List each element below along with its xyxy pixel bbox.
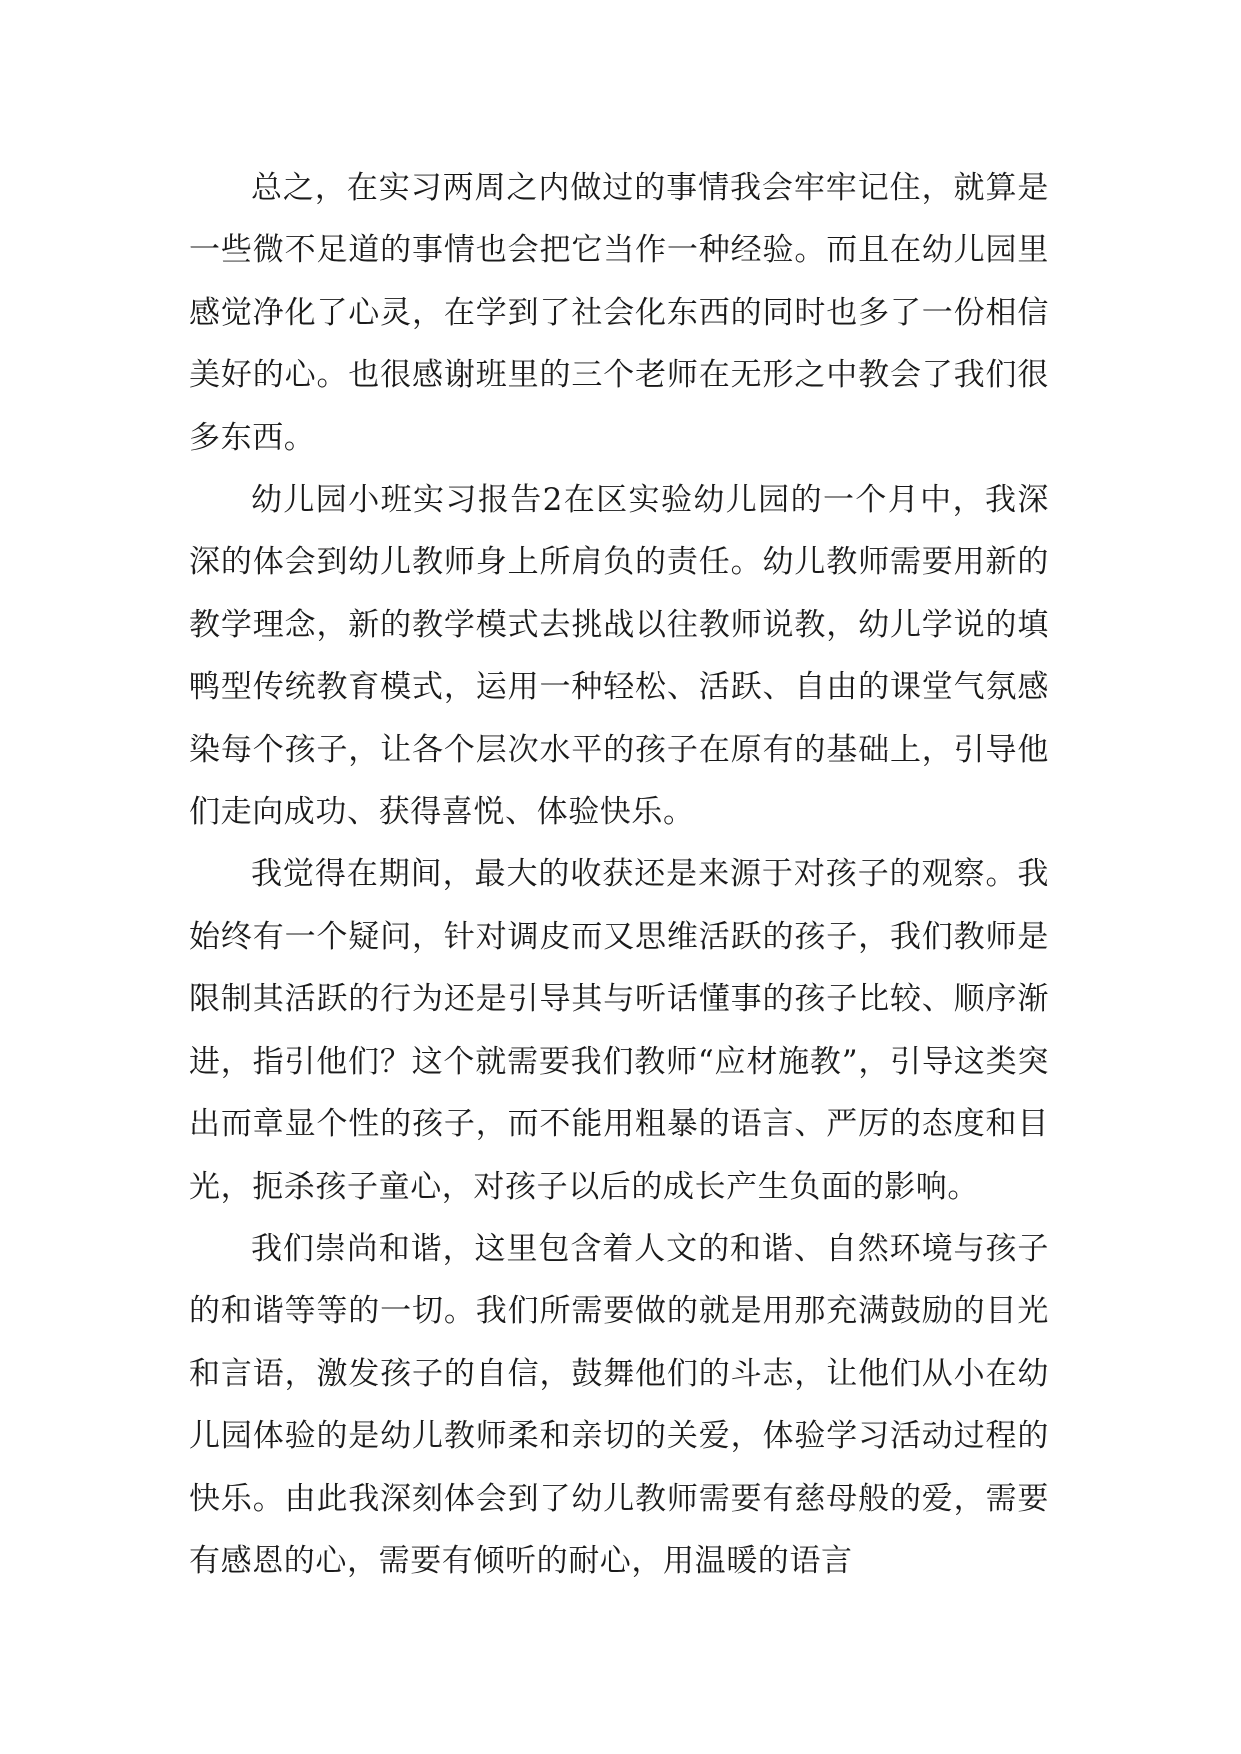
document-body: [189, 157, 1049, 1592]
paragraph-summary: 总之，在实习两周之内做过的事情我会牢牢记住，就算是一些微不足道的事情也会把它当作一种经验。而且在幼儿园里感觉净化了心灵，在学到了社会化东西的同时也多了一份相信美好的心。也很感谢班里的三个老师在无形之中教会了我们很多东西。: [189, 170, 1049, 456]
paragraph-report-intro: 幼儿园小班实习报告2在区实验幼儿园的一个月中，我深深的体会到幼儿教师身上所肩负的责任。幼儿教师需要用新的教学理念，新的教学模式去挑战以往教师说教，幼儿学说的填鸭型传统教育模式，运用一种轻松、活跃、自由的课堂气氛感染每个孩子，让各个层次水平的孩子在原有的基础上，引导他们走向成功、获得喜悦、体验快乐。: [189, 482, 1049, 831]
paragraph-observation: 我觉得在期间，最大的收获还是来源于对孩子的观察。我始终有一个疑问，针对调皮而又思维活跃的孩子，我们教师是限制其活跃的行为还是引导其与听话懂事的孩子比较、顺序渐进，指引他们？这个就需要我们教师“应材施教”，引导这类突出而章显个性的孩子，而不能用粗暴的语言、严厉的态度和目光，扼杀孩子童心，对孩子以后的成长产生负面的影响。: [189, 856, 1049, 1205]
paragraph-harmony: 我们崇尚和谐，这里包含着人文的和谐、自然环境与孩子的和谐等等的一切。我们所需要做的就是用那充满鼓励的目光和言语，激发孩子的自信，鼓舞他们的斗志，让他们从小在幼儿园体验的是幼儿教师柔和亲切的关爱，体验学习活动过程的快乐。由此我深刻体会到了幼儿教师需要有慈母般的爱，需要有感恩的心，需要有倾听的耐心，用温暖的语言: [189, 1230, 1049, 1579]
